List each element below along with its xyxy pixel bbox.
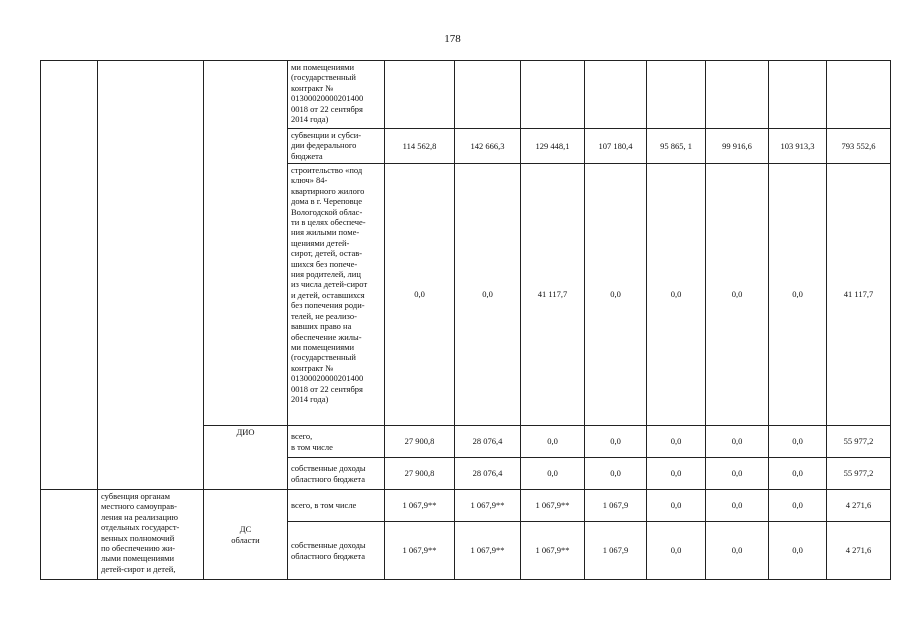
description-line: контракт № bbox=[291, 82, 334, 93]
value-cell: 0,0 bbox=[706, 426, 769, 458]
description-line: вавших право на bbox=[291, 321, 352, 332]
executor-line: ДС bbox=[239, 524, 252, 535]
measure-name-line: отдельных государст- bbox=[101, 522, 180, 533]
description-line: без попечения роди- bbox=[291, 300, 365, 311]
description-line: (государственный bbox=[291, 352, 356, 363]
description-line: ния родителей, лиц bbox=[291, 269, 361, 280]
budget-table bbox=[40, 60, 891, 580]
description-line: всего, bbox=[291, 431, 313, 442]
value-cell: 0,0 bbox=[521, 458, 585, 490]
measure-name-cell bbox=[98, 490, 204, 580]
value-cell: 793 552,6 bbox=[827, 129, 891, 164]
value-cell: 41 117,7 bbox=[521, 164, 585, 426]
value-cell: 107 180,4 bbox=[585, 129, 647, 164]
value-cell: 0,0 bbox=[585, 164, 647, 426]
value-cell: 27 900,8 bbox=[385, 458, 455, 490]
description-line: областного бюджета bbox=[291, 473, 366, 484]
value-cell: 0,0 bbox=[706, 458, 769, 490]
value-cell: 1 067,9** bbox=[455, 490, 521, 522]
value-cell: 0,0 bbox=[647, 522, 706, 580]
value-cell: 0,0 bbox=[706, 490, 769, 522]
description-line: собственные доходы bbox=[291, 463, 366, 474]
value-cell bbox=[769, 61, 827, 129]
source-description-cell bbox=[288, 129, 385, 164]
description-line: бюджета bbox=[291, 150, 323, 161]
page-number: 178 bbox=[444, 33, 461, 45]
description-line: собственные доходы bbox=[291, 540, 366, 551]
value-cell: 1 067,9** bbox=[455, 522, 521, 580]
value-cell: 1 067,9 bbox=[585, 522, 647, 580]
value-cell: 55 977,2 bbox=[827, 426, 891, 458]
description-line: 01300020000201400 bbox=[291, 373, 364, 384]
number-cell bbox=[41, 61, 98, 490]
value-cell: 0,0 bbox=[647, 426, 706, 458]
source-description-cell bbox=[288, 61, 385, 129]
table-body bbox=[41, 61, 891, 580]
value-cell: 95 865, 1 bbox=[647, 129, 706, 164]
description-line: (государственный bbox=[291, 72, 356, 83]
description-line: обеспечение жилы- bbox=[291, 331, 362, 342]
value-cell: 0,0 bbox=[706, 164, 769, 426]
executor-cell bbox=[204, 490, 288, 580]
value-cell: 0,0 bbox=[585, 426, 647, 458]
description-line: в том числе bbox=[291, 441, 333, 452]
executor-cell: ДИО bbox=[204, 426, 288, 490]
value-cell: 0,0 bbox=[769, 490, 827, 522]
table-row bbox=[41, 61, 891, 129]
measure-name-cell bbox=[98, 61, 204, 490]
executor-cell bbox=[204, 61, 288, 426]
measure-name-line: лыми помещениями bbox=[101, 553, 175, 564]
value-cell: 1 067,9** bbox=[385, 490, 455, 522]
measure-name-line: венных полномочий bbox=[101, 532, 175, 543]
measure-name-line: субвенция органам bbox=[101, 491, 171, 501]
value-cell: 1 067,9** bbox=[521, 490, 585, 522]
description-line: шихся без попече- bbox=[291, 258, 358, 269]
value-cell: 114 562,8 bbox=[385, 129, 455, 164]
value-cell: 142 666,3 bbox=[455, 129, 521, 164]
value-cell: 99 916,6 bbox=[706, 129, 769, 164]
value-cell: 4 271,6 bbox=[827, 522, 891, 580]
measure-name-line: по обеспечению жи- bbox=[101, 543, 176, 554]
value-cell: 0,0 bbox=[706, 522, 769, 580]
value-cell: 28 076,4 bbox=[455, 458, 521, 490]
description-line: квартирного жилого bbox=[291, 185, 365, 196]
value-cell: 0,0 bbox=[769, 458, 827, 490]
value-cell: 55 977,2 bbox=[827, 458, 891, 490]
description-line: 0018 от 22 сентября bbox=[291, 383, 363, 394]
description-line: и детей, оставшихся bbox=[291, 289, 365, 300]
value-cell: 28 076,4 bbox=[455, 426, 521, 458]
value-cell bbox=[455, 61, 521, 129]
value-cell: 0,0 bbox=[647, 164, 706, 426]
measure-name-line: местного самоуправ- bbox=[101, 501, 177, 512]
description-line: телей, не реализо- bbox=[291, 310, 357, 321]
description-line: щениями детей- bbox=[291, 237, 350, 248]
description-line: 2014 года) bbox=[291, 393, 329, 404]
value-cell bbox=[585, 61, 647, 129]
description-line: ния жилыми поме- bbox=[291, 227, 360, 238]
value-cell: 0,0 bbox=[769, 164, 827, 426]
value-cell: 1 067,9 bbox=[585, 490, 647, 522]
description-line: областного бюджета bbox=[291, 550, 366, 561]
source-description-cell bbox=[288, 522, 385, 580]
value-cell: 0,0 bbox=[385, 164, 455, 426]
description-line: всего, в том числе bbox=[291, 500, 357, 511]
source-description-cell bbox=[288, 458, 385, 490]
description-line: 2014 года) bbox=[291, 114, 329, 125]
description-line: ми помещениями bbox=[291, 62, 355, 72]
value-cell: 0,0 bbox=[455, 164, 521, 426]
description-line: строительство «под bbox=[291, 165, 363, 175]
description-line: ти в целях обеспече- bbox=[291, 217, 366, 228]
value-cell: 41 117,7 bbox=[827, 164, 891, 426]
value-cell: 129 448,1 bbox=[521, 129, 585, 164]
value-cell: 27 900,8 bbox=[385, 426, 455, 458]
description-line: сирот, детей, остав- bbox=[291, 248, 363, 259]
value-cell bbox=[385, 61, 455, 129]
number-cell bbox=[41, 490, 98, 580]
value-cell: 0,0 bbox=[769, 426, 827, 458]
executor-line: области bbox=[231, 534, 260, 545]
value-cell bbox=[521, 61, 585, 129]
value-cell: 1 067,9** bbox=[385, 522, 455, 580]
source-description-cell bbox=[288, 426, 385, 458]
value-cell: 0,0 bbox=[521, 426, 585, 458]
description-line: 01300020000201400 bbox=[291, 93, 364, 104]
description-line: субвенции и субси- bbox=[291, 130, 362, 140]
value-cell: 0,0 bbox=[769, 522, 827, 580]
description-line: дома в г. Череповце bbox=[291, 196, 363, 207]
description-line: дии федерального bbox=[291, 140, 357, 151]
measure-name-line: детей-сирот и детей, bbox=[101, 563, 176, 574]
description-line: из числа детей-сирот bbox=[291, 279, 368, 290]
description-line: 0018 от 22 сентября bbox=[291, 103, 363, 114]
description-line: ключ» 84- bbox=[291, 175, 328, 186]
value-cell: 1 067,9** bbox=[521, 522, 585, 580]
measure-name-line: ления на реализацию bbox=[101, 511, 178, 522]
value-cell: 103 913,3 bbox=[769, 129, 827, 164]
value-cell: 0,0 bbox=[585, 458, 647, 490]
table-row bbox=[41, 490, 891, 522]
description-line: ми помещениями bbox=[291, 341, 355, 352]
value-cell: 0,0 bbox=[647, 490, 706, 522]
value-cell bbox=[647, 61, 706, 129]
value-cell bbox=[827, 61, 891, 129]
description-line: Вологодской облас- bbox=[291, 206, 363, 217]
value-cell: 0,0 bbox=[647, 458, 706, 490]
description-line: контракт № bbox=[291, 362, 334, 373]
source-description-cell bbox=[288, 490, 385, 522]
source-description-cell bbox=[288, 164, 385, 426]
value-cell: 4 271,6 bbox=[827, 490, 891, 522]
value-cell bbox=[706, 61, 769, 129]
